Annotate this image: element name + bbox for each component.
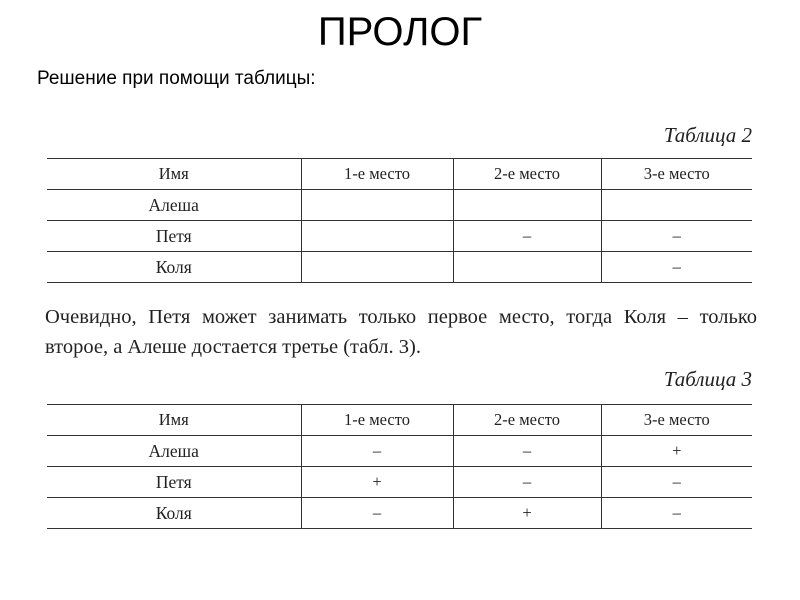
slide-subtitle: Решение при помощи таблицы: (37, 68, 316, 89)
table-2 (47, 158, 752, 283)
cell-place-2: – (453, 436, 601, 467)
cell-place-1: + (301, 467, 453, 498)
table-row (47, 190, 752, 221)
header-place-3: 3-е место (601, 405, 752, 436)
cell-place-1 (301, 221, 453, 252)
table-3 (47, 404, 752, 529)
cell-place-2: + (453, 498, 601, 529)
table-3-caption: Таблица 3 (663, 367, 752, 391)
cell-place-1: – (301, 498, 453, 529)
cell-place-2 (453, 252, 601, 283)
cell-place-1 (301, 252, 453, 283)
header-place-1: 1-е место (301, 405, 453, 436)
cell-place-2: – (453, 467, 601, 498)
table-row (47, 252, 752, 283)
header-name: Имя (158, 164, 189, 183)
cell-place-3: – (601, 221, 752, 252)
row-name: Коля (155, 502, 192, 523)
row-name: Алеша (148, 440, 199, 461)
explanation-paragraph: Очевидно, Петя может занимать только первое место, тогда Коля – только второе, а Алеше достается третье (табл. 3). (45, 306, 757, 358)
header-place-2: 2-е место (453, 405, 601, 436)
cell-place-3: – (601, 252, 752, 283)
cell-place-1: – (301, 436, 453, 467)
table-2-caption: Таблица 2 (663, 123, 752, 147)
table-row (47, 221, 752, 252)
row-name: Петя (155, 225, 192, 246)
cell-place-3: – (601, 498, 752, 529)
table-header-row (47, 159, 752, 190)
header-place-2: 2-е место (453, 159, 601, 190)
row-name: Петя (155, 471, 192, 492)
cell-place-3: – (601, 467, 752, 498)
table-header-row (47, 405, 752, 436)
cell-place-2: – (453, 221, 601, 252)
table-row (47, 498, 752, 529)
header-place-1: 1-е место (301, 159, 453, 190)
header-name: Имя (158, 410, 189, 429)
slide-title: ПРОЛОГ (317, 10, 483, 54)
table-row (47, 467, 752, 498)
cell-place-3 (601, 190, 752, 221)
table-row (47, 436, 752, 467)
cell-place-2 (453, 190, 601, 221)
cell-place-3: + (601, 436, 752, 467)
row-name: Коля (155, 256, 192, 277)
cell-place-1 (301, 190, 453, 221)
header-place-3: 3-е место (601, 159, 752, 190)
row-name: Алеша (148, 194, 199, 215)
